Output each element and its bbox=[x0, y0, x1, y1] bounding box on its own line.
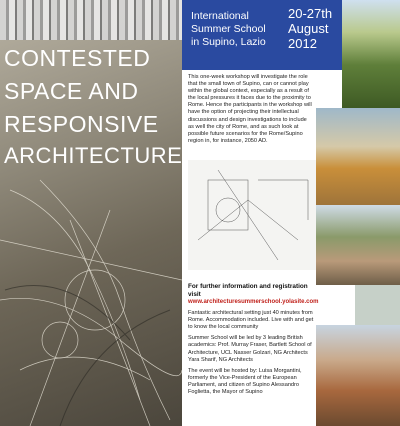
event-header bbox=[182, 0, 342, 70]
photo-hillside bbox=[316, 205, 400, 285]
collage-strip bbox=[0, 0, 182, 40]
event-name-line-2: Summer School bbox=[191, 23, 266, 35]
event-date-line-1: 20-27th bbox=[288, 6, 333, 21]
event-name-line-3: in Supino, Lazio bbox=[191, 36, 266, 48]
event-name-line-1: International bbox=[191, 10, 249, 22]
title-panel bbox=[0, 0, 182, 426]
sketch-area bbox=[188, 160, 316, 270]
photo-rooftops bbox=[316, 108, 400, 218]
intro-paragraph: This one-week workshop will investigate the role that the small town of Supino, can or cannot play within the global context, especially as a result of the local pressures it faces due to the proximity to Rome. Hence the participants in the workshop will have the option of projecting their intellectual discussions and design investigations to include as well the city of Rome, and as such look at possible future scenarios for the Rome/Supino region in, for instance, 2050 AD. bbox=[188, 74, 312, 144]
title-line-2: SPACE AND bbox=[4, 78, 139, 104]
photo-town-roofs bbox=[316, 325, 400, 426]
registration-link[interactable]: www.architecturesummerschool.yolasite.com bbox=[188, 299, 319, 305]
title-line-3: RESPONSIVE bbox=[4, 111, 159, 137]
photo-small bbox=[355, 285, 400, 325]
info-paragraph-1: Fantastic architectural setting just 40 minutes from Rome. Accommodation included. Live with and get to know the local community bbox=[188, 310, 314, 331]
event-date-line-2: August bbox=[288, 21, 329, 36]
event-dates bbox=[288, 6, 332, 51]
info-heading: For further information and registration visit bbox=[188, 283, 308, 298]
title-line-1: CONTESTED bbox=[4, 45, 151, 71]
info-paragraph-2: Summer School will be led by 3 leading British academics: Prof. Murray Fraser, Bartlett School of Architecture, UCL Nasser Golzari, NG Architects Yara Sharif, NG Architects bbox=[188, 335, 312, 363]
info-block bbox=[188, 283, 319, 400]
event-date-line-3: 2012 bbox=[288, 36, 317, 51]
event-name bbox=[191, 10, 266, 49]
title-line-4: ARCHITECTURE bbox=[4, 143, 182, 168]
sketch-drawing bbox=[188, 160, 316, 270]
photo-village-street bbox=[342, 0, 400, 108]
info-paragraph-3: The event will be hosted by: Luisa Morgantini, formerly the Vice-President of the European Parliament, and citizen of Supino Alessandro Foglietta, the Mayor of Supino bbox=[188, 367, 302, 396]
